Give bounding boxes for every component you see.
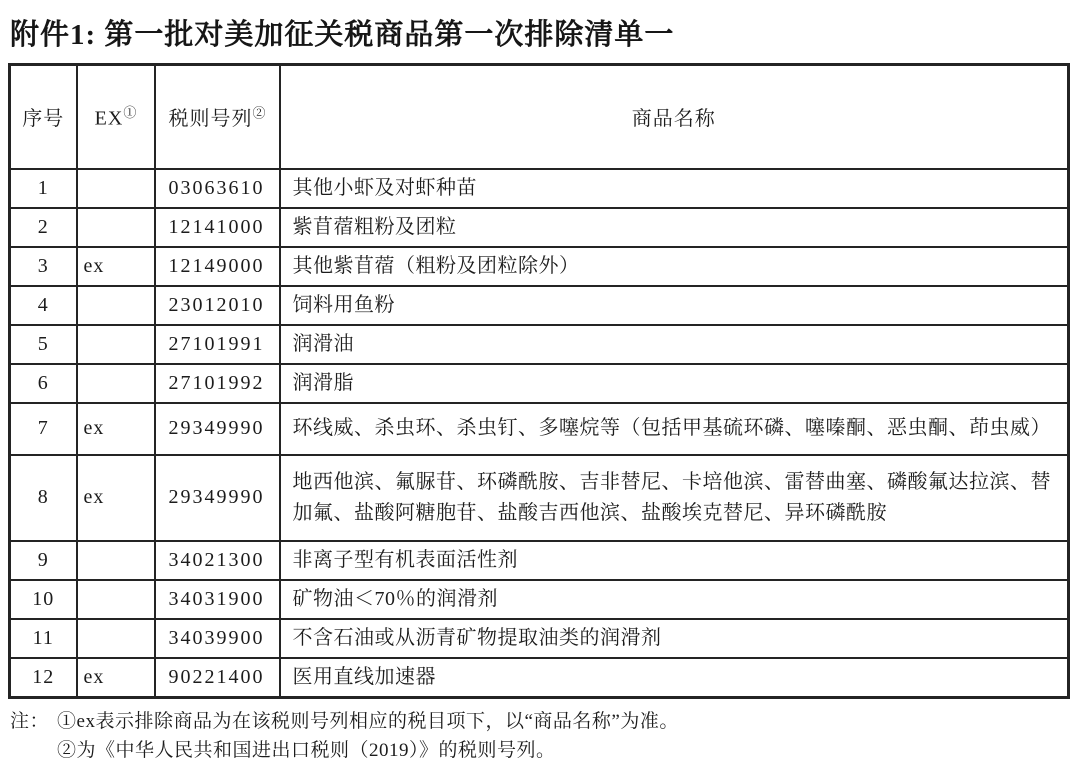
cell-ex (77, 169, 155, 208)
cell-code: 34039900 (155, 619, 280, 658)
table-row (10, 580, 1069, 619)
table-row (10, 619, 1069, 658)
cell-index: 11 (10, 619, 77, 658)
cell-index: 12 (10, 658, 77, 698)
table-row (10, 325, 1069, 364)
cell-code: 90221400 (155, 658, 280, 698)
cell-ex (77, 364, 155, 403)
cell-name: 紫苜蓿粗粉及团粒 (280, 208, 1069, 247)
footnote-1: ①ex表示排除商品为在该税则号列相应的税目项下，以“商品名称”为准。 (57, 710, 679, 732)
cell-code: 27101992 (155, 364, 280, 403)
table-row (10, 541, 1069, 580)
cell-code: 29349990 (155, 455, 280, 541)
header-ex-label: EX (94, 108, 124, 131)
cell-index: 6 (10, 364, 77, 403)
cell-name: 矿物油＜70％的润滑剂 (280, 580, 1069, 619)
footnote-prefix: 注： (10, 710, 50, 732)
cell-code: 34021300 (155, 541, 280, 580)
table-row (10, 658, 1069, 698)
cell-index: 10 (10, 580, 77, 619)
table-row (10, 364, 1069, 403)
table-row (10, 403, 1069, 455)
cell-code: 27101991 (155, 325, 280, 364)
cell-code: 29349990 (155, 403, 280, 455)
cell-index: 1 (10, 169, 77, 208)
header-code (155, 65, 280, 169)
cell-name: 不含石油或从沥青矿物提取油类的润滑剂 (280, 619, 1069, 658)
cell-code: 23012010 (155, 286, 280, 325)
footnote-list (57, 708, 679, 765)
cell-index: 8 (10, 455, 77, 541)
footnotes (8, 708, 1072, 765)
cell-name: 非离子型有机表面活性剂 (280, 541, 1069, 580)
table-row (10, 247, 1069, 286)
header-index: 序号 (10, 65, 77, 169)
table-header-row (10, 65, 1069, 169)
cell-name: 医用直线加速器 (280, 658, 1069, 698)
cell-ex (77, 619, 155, 658)
cell-code: 12149000 (155, 247, 280, 286)
page-title: 附件1: 第一批对美加征关税商品第一次排除清单一 (10, 19, 675, 51)
cell-index: 7 (10, 403, 77, 455)
cell-name: 润滑油 (280, 325, 1069, 364)
cell-index: 2 (10, 208, 77, 247)
cell-name: 地西他滨、氟脲苷、环磷酰胺、吉非替尼、卡培他滨、雷替曲塞、磷酸氟达拉滨、替加氟、盐酸阿糖胞苷、盐酸吉西他滨、盐酸埃克替尼、异环磷酰胺 (280, 455, 1069, 541)
cell-ex (77, 580, 155, 619)
cell-name: 环线威、杀虫环、杀虫钉、多噻烷等（包括甲基硫环磷、噻嗪酮、恶虫酮、茚虫威） (280, 403, 1069, 455)
cell-ex: ex (77, 658, 155, 698)
cell-ex (77, 325, 155, 364)
cell-code: 03063610 (155, 169, 280, 208)
cell-ex: ex (77, 403, 155, 455)
cell-name: 润滑脂 (280, 364, 1069, 403)
header-ex (77, 65, 155, 169)
cell-index: 3 (10, 247, 77, 286)
cell-index: 5 (10, 325, 77, 364)
cell-ex: ex (77, 455, 155, 541)
cell-name: 其他紫苜蓿（粗粉及团粒除外） (280, 247, 1069, 286)
header-code-footnote-mark: ② (252, 105, 266, 121)
cell-ex (77, 208, 155, 247)
table-row (10, 455, 1069, 541)
table-body (10, 169, 1069, 698)
cell-name: 其他小虾及对虾种苗 (280, 169, 1069, 208)
exclusion-list-table (8, 63, 1070, 699)
cell-code: 12141000 (155, 208, 280, 247)
header-code-label: 税则号列 (168, 108, 253, 131)
cell-ex: ex (77, 247, 155, 286)
cell-name: 饲料用鱼粉 (280, 286, 1069, 325)
cell-ex (77, 541, 155, 580)
cell-code: 34031900 (155, 580, 280, 619)
header-ex-footnote-mark: ① (123, 105, 137, 121)
table-row (10, 208, 1069, 247)
footnote-2: ②为《中华人民共和国进出口税则（2019）》的税则号列。 (57, 740, 556, 762)
table-row (10, 169, 1069, 208)
header-name: 商品名称 (280, 65, 1069, 169)
cell-index: 4 (10, 286, 77, 325)
cell-ex (77, 286, 155, 325)
table-row (10, 286, 1069, 325)
cell-index: 9 (10, 541, 77, 580)
